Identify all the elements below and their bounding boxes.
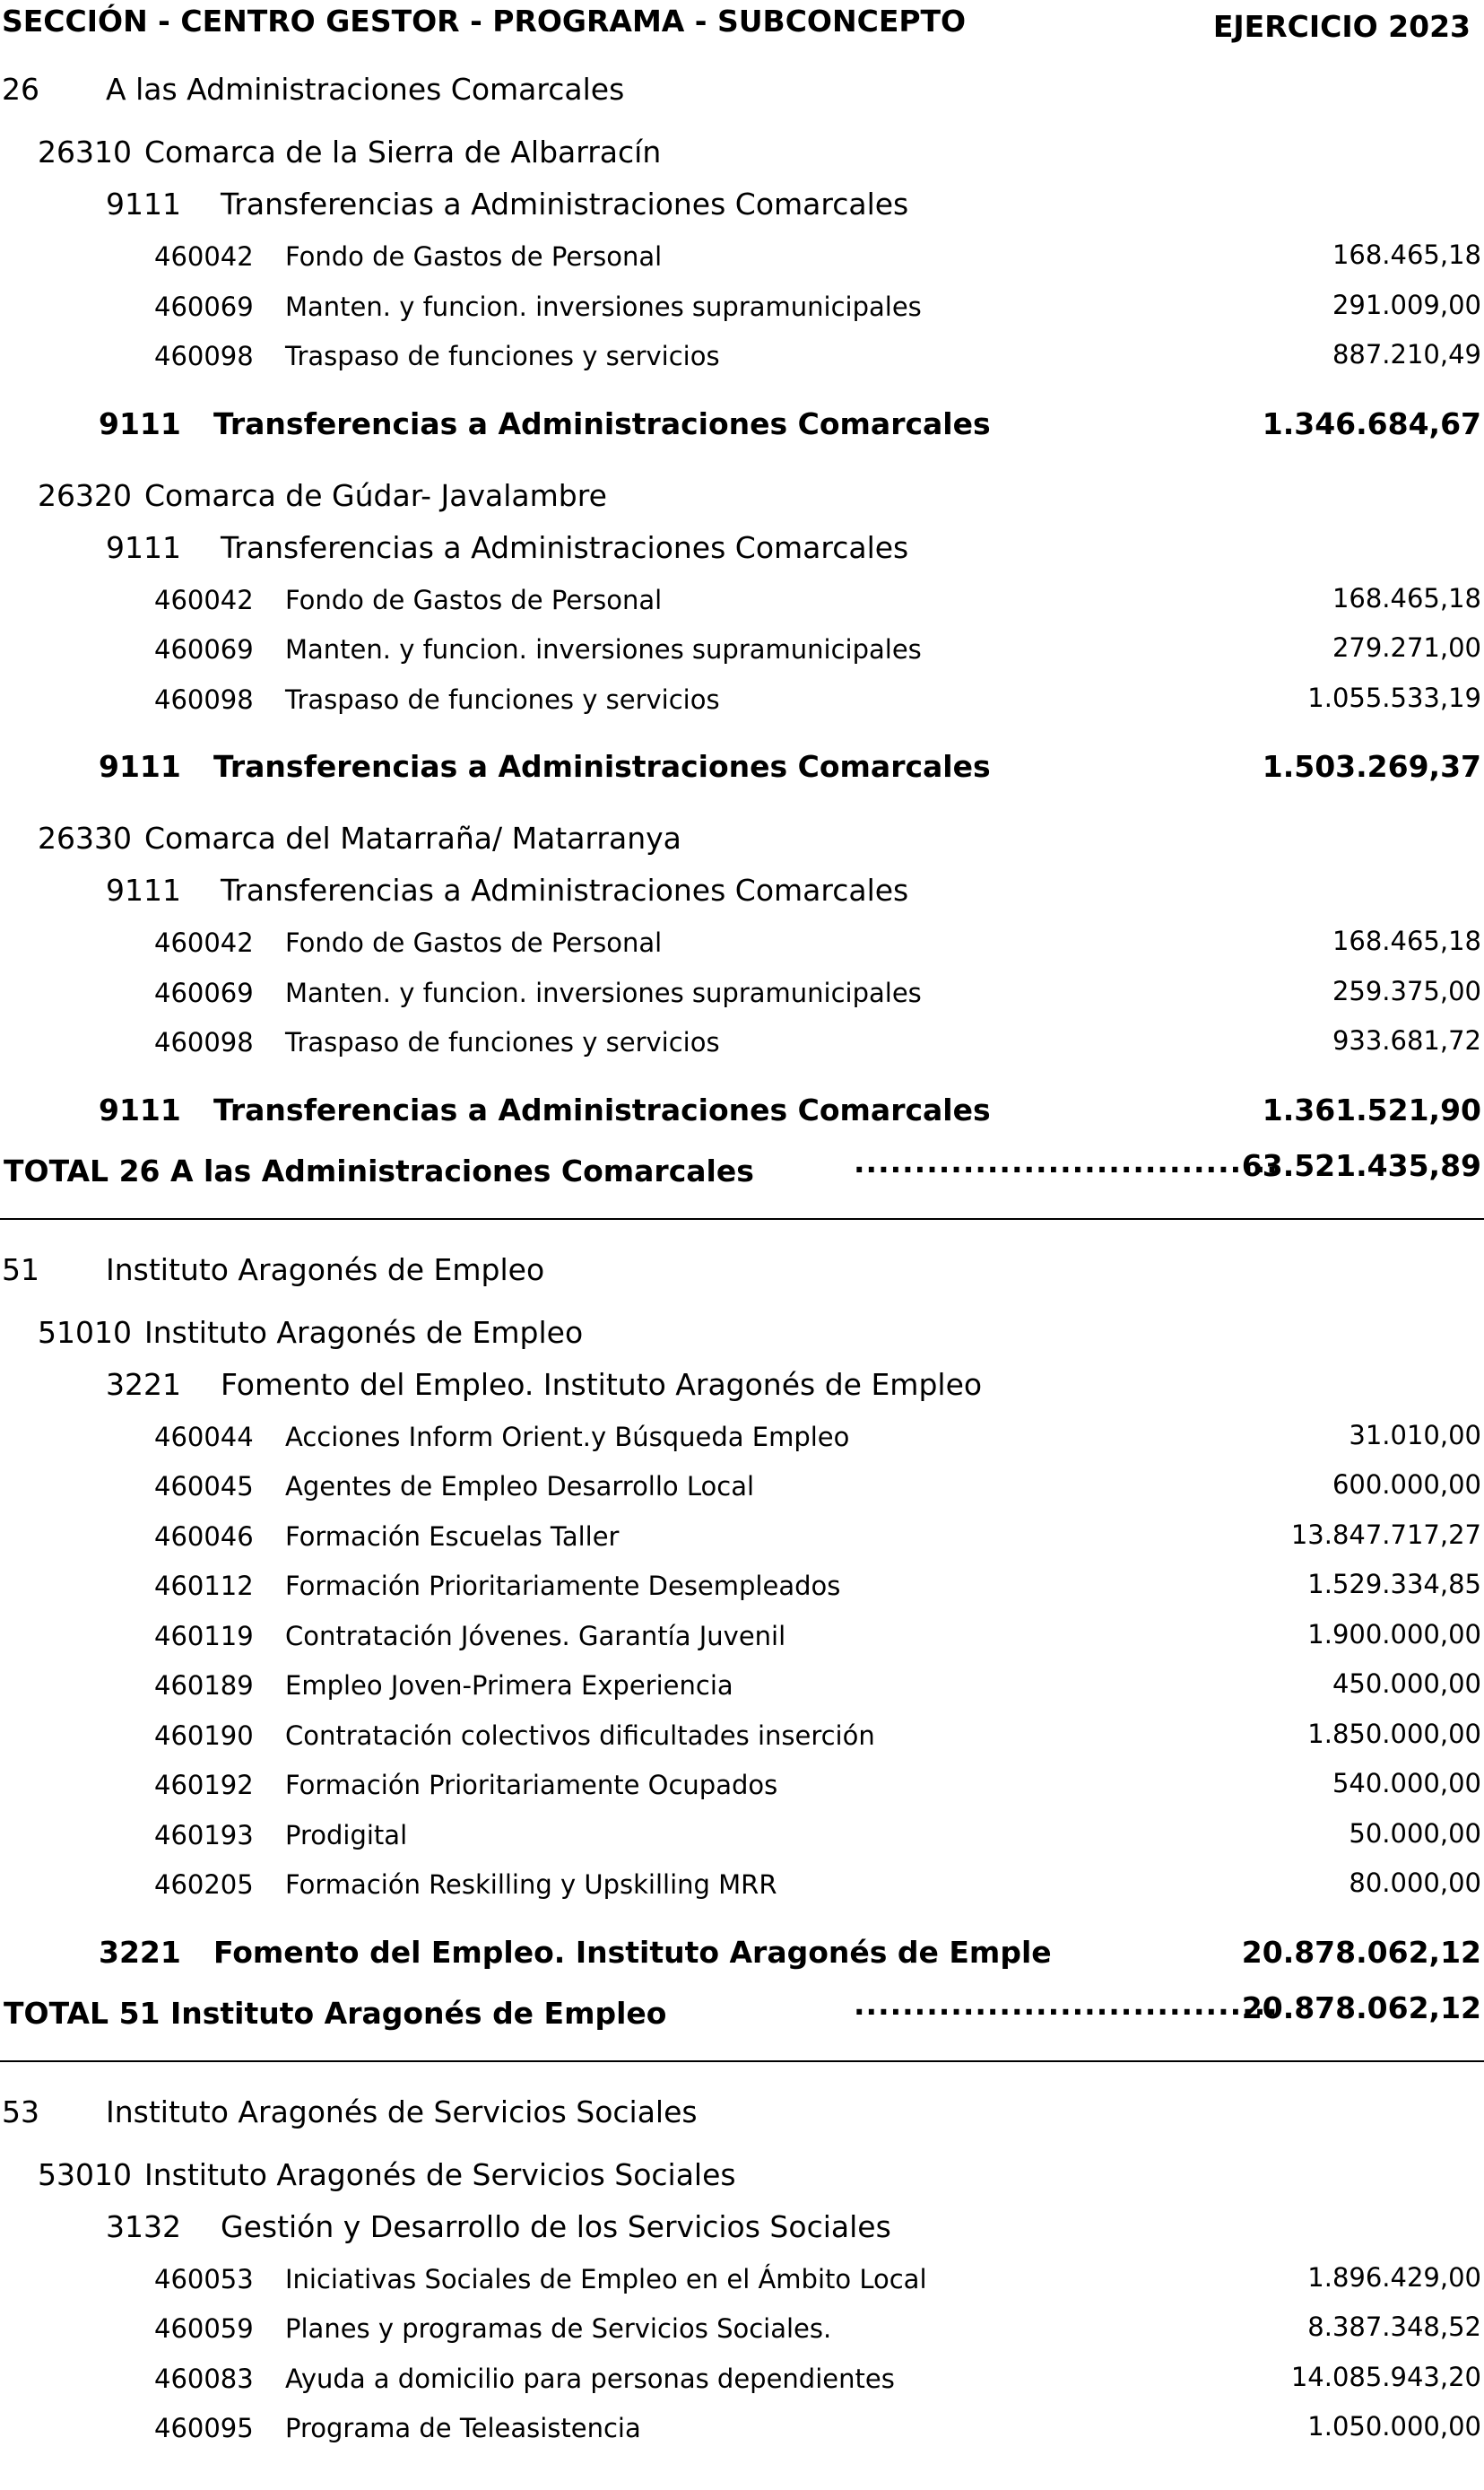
program-subtotal-name: Fomento del Empleo. Instituto Aragonés de Emple xyxy=(213,1934,1052,1970)
program-name: Transferencias a Administraciones Comarcales xyxy=(221,187,909,222)
subconcept-description: Contratación Jóvenes. Garantía Juvenil xyxy=(285,1620,786,1651)
subconcept-code: 460046 xyxy=(154,1520,254,1552)
subconcept-amount: 279.271,00 xyxy=(1332,632,1481,663)
section-total-leader-dots: ................................... xyxy=(854,1144,1279,1180)
subconcept-description: Acciones Inform Orient.y Búsqueda Empleo xyxy=(285,1421,850,1452)
subconcept-description: Formación Reskilling y Upskilling MRR xyxy=(285,1869,777,1900)
subconcept-amount: 1.850.000,00 xyxy=(1307,1718,1481,1749)
subconcept-amount: 168.465,18 xyxy=(1332,926,1481,956)
subconcept-code: 460190 xyxy=(154,1719,254,1751)
center-code: 51010 xyxy=(38,1314,132,1350)
subconcept-code: 460119 xyxy=(154,1620,254,1651)
program-subtotal-code: 9111 xyxy=(99,749,181,784)
subconcept-code: 460042 xyxy=(154,241,254,272)
subconcept-amount: 14.085.943,20 xyxy=(1290,2361,1481,2392)
program-subtotal-amount: 1.346.684,67 xyxy=(1262,405,1481,441)
subconcept-code: 460192 xyxy=(154,1770,254,1800)
subconcept-amount: 168.465,18 xyxy=(1332,582,1481,614)
subconcept-description: Formación Prioritariamente Desempleados xyxy=(285,1571,841,1601)
program-name: Transferencias a Administraciones Comarcales xyxy=(221,873,909,908)
subconcept-description: Traspaso de funciones y servicios xyxy=(285,341,720,371)
subconcept-amount: 450.000,00 xyxy=(1332,1668,1481,1699)
section-divider xyxy=(0,1218,1484,1220)
program-subtotal-code: 3221 xyxy=(99,1934,181,1970)
program-subtotal-name: Transferencias a Administraciones Comarcales xyxy=(213,749,991,784)
program-code: 3221 xyxy=(106,1366,181,1402)
program-subtotal-code: 9111 xyxy=(99,405,181,441)
section-divider xyxy=(0,2060,1484,2062)
subconcept-code: 460059 xyxy=(154,2313,254,2344)
subconcept-amount: 1.055.533,19 xyxy=(1307,682,1481,713)
section-total-amount: 20.878.062,12 xyxy=(1241,1989,1481,2025)
subconcept-description: Iniciativas Sociales de Empleo en el Ámbito Local xyxy=(285,2263,927,2294)
subconcept-amount: 1.529.334,85 xyxy=(1307,1569,1481,1599)
subconcept-description: Fondo de Gastos de Personal xyxy=(285,241,663,272)
subconcept-code: 460083 xyxy=(154,2363,254,2394)
section-total-leader-dots: ................................... xyxy=(854,1986,1279,2022)
section-total-label: TOTAL 26 A las Administraciones Comarcales xyxy=(4,1153,754,1188)
subconcept-description: Traspaso de funciones y servicios xyxy=(285,683,720,715)
subconcept-code: 460045 xyxy=(154,1471,254,1502)
section-code: 53 xyxy=(2,2094,39,2129)
subconcept-code: 460112 xyxy=(154,1571,254,1601)
subconcept-amount: 291.009,00 xyxy=(1332,289,1481,320)
subconcept-code: 460042 xyxy=(154,584,254,615)
subconcept-amount: 1.900.000,00 xyxy=(1307,1618,1481,1650)
center-name: Instituto Aragonés de Empleo xyxy=(144,1314,584,1350)
program-subtotal-amount: 20.878.062,12 xyxy=(1241,1934,1481,1970)
center-code: 26320 xyxy=(38,477,132,513)
program-code: 3132 xyxy=(106,2208,181,2244)
subconcept-code: 460069 xyxy=(154,291,254,322)
section-name: Instituto Aragonés de Servicios Sociales xyxy=(106,2094,698,2129)
subconcept-code: 460069 xyxy=(154,634,254,665)
subconcept-description: Formación Escuelas Taller xyxy=(285,1520,620,1552)
subconcept-code: 460098 xyxy=(154,341,254,371)
subconcept-amount: 1.896.429,00 xyxy=(1307,2261,1481,2293)
subconcept-description: Programa de Teleasistencia xyxy=(285,2413,641,2443)
subconcept-description: Contratación colectivos dificultades inserción xyxy=(285,1719,875,1751)
program-subtotal-name: Transferencias a Administraciones Comarcales xyxy=(213,405,991,441)
center-code: 26310 xyxy=(38,135,132,170)
section-code: 51 xyxy=(2,1251,39,1287)
section-total-label: TOTAL 51 Instituto Aragonés de Empleo xyxy=(4,1995,667,2031)
subconcept-code: 460069 xyxy=(154,977,254,1008)
subconcept-amount: 50.000,00 xyxy=(1349,1817,1481,1849)
subconcept-amount: 540.000,00 xyxy=(1332,1768,1481,1798)
subconcept-description: Manten. y funcion. inversiones supramunicipales xyxy=(285,634,922,665)
section-name: Instituto Aragonés de Empleo xyxy=(106,1251,545,1287)
subconcept-code: 460044 xyxy=(154,1421,254,1452)
section-code: 26 xyxy=(2,72,39,107)
subconcept-description: Formación Prioritariamente Ocupados xyxy=(285,1770,778,1800)
section-total-amount: 63.521.435,89 xyxy=(1241,1147,1481,1183)
subconcept-amount: 31.010,00 xyxy=(1349,1419,1481,1450)
subconcept-description: Fondo de Gastos de Personal xyxy=(285,584,663,615)
subconcept-description: Planes y programas de Servicios Sociales. xyxy=(285,2313,832,2344)
subconcept-code: 460095 xyxy=(154,2413,254,2443)
subconcept-amount: 1.050.000,00 xyxy=(1307,2411,1481,2442)
subconcept-amount: 933.681,72 xyxy=(1332,1025,1481,1056)
program-subtotal-code: 9111 xyxy=(99,1092,181,1127)
subconcept-description: Fondo de Gastos de Personal xyxy=(285,927,663,958)
subconcept-code: 460189 xyxy=(154,1670,254,1701)
subconcept-amount: 80.000,00 xyxy=(1349,1868,1481,1898)
subconcept-code: 460193 xyxy=(154,1819,254,1850)
program-code: 9111 xyxy=(106,187,181,222)
header-exercise-year: EJERCICIO 2023 xyxy=(1212,9,1471,44)
subconcept-code: 460205 xyxy=(154,1869,254,1900)
program-subtotal-name: Transferencias a Administraciones Comarcales xyxy=(213,1092,991,1127)
subconcept-amount: 168.465,18 xyxy=(1332,239,1481,270)
program-name: Fomento del Empleo. Instituto Aragonés de Empleo xyxy=(221,1366,983,1402)
program-code: 9111 xyxy=(106,529,181,565)
subconcept-description: Traspaso de funciones y servicios xyxy=(285,1027,720,1058)
center-code: 26330 xyxy=(38,821,132,856)
center-name: Comarca de la Sierra de Albarracín xyxy=(144,135,662,170)
center-name: Comarca de Gúdar- Javalambre xyxy=(144,477,607,513)
subconcept-description: Ayuda a domicilio para personas dependientes xyxy=(285,2363,895,2394)
program-name: Transferencias a Administraciones Comarcales xyxy=(221,529,909,565)
center-name: Instituto Aragonés de Servicios Sociales xyxy=(144,2156,736,2192)
subconcept-code: 460098 xyxy=(154,1027,254,1058)
subconcept-amount: 8.387.348,52 xyxy=(1307,2312,1481,2342)
center-code: 53010 xyxy=(38,2156,132,2192)
program-name: Gestión y Desarrollo de los Servicios Sociales xyxy=(221,2208,891,2244)
subconcept-description: Agentes de Empleo Desarrollo Local xyxy=(285,1471,755,1502)
program-code: 9111 xyxy=(106,873,181,908)
subconcept-amount: 259.375,00 xyxy=(1332,975,1481,1006)
subconcept-amount: 887.210,49 xyxy=(1332,339,1481,370)
center-name: Comarca del Matarraña/ Matarranya xyxy=(144,821,681,856)
program-subtotal-amount: 1.503.269,37 xyxy=(1262,749,1481,784)
subconcept-code: 460053 xyxy=(154,2263,254,2294)
subconcept-amount: 600.000,00 xyxy=(1332,1469,1481,1500)
subconcept-code: 460098 xyxy=(154,683,254,715)
header-columns-title: SECCIÓN - CENTRO GESTOR - PROGRAMA - SUBCONCEPTO xyxy=(2,4,967,39)
subconcept-description: Empleo Joven-Primera Experiencia xyxy=(285,1670,733,1701)
program-subtotal-amount: 1.361.521,90 xyxy=(1262,1092,1481,1127)
section-name: A las Administraciones Comarcales xyxy=(106,72,625,107)
subconcept-description: Prodigital xyxy=(285,1819,408,1850)
subconcept-code: 460042 xyxy=(154,927,254,958)
subconcept-amount: 13.847.717,27 xyxy=(1290,1519,1481,1550)
subconcept-description: Manten. y funcion. inversiones supramunicipales xyxy=(285,977,922,1008)
subconcept-description: Manten. y funcion. inversiones supramunicipales xyxy=(285,291,922,322)
